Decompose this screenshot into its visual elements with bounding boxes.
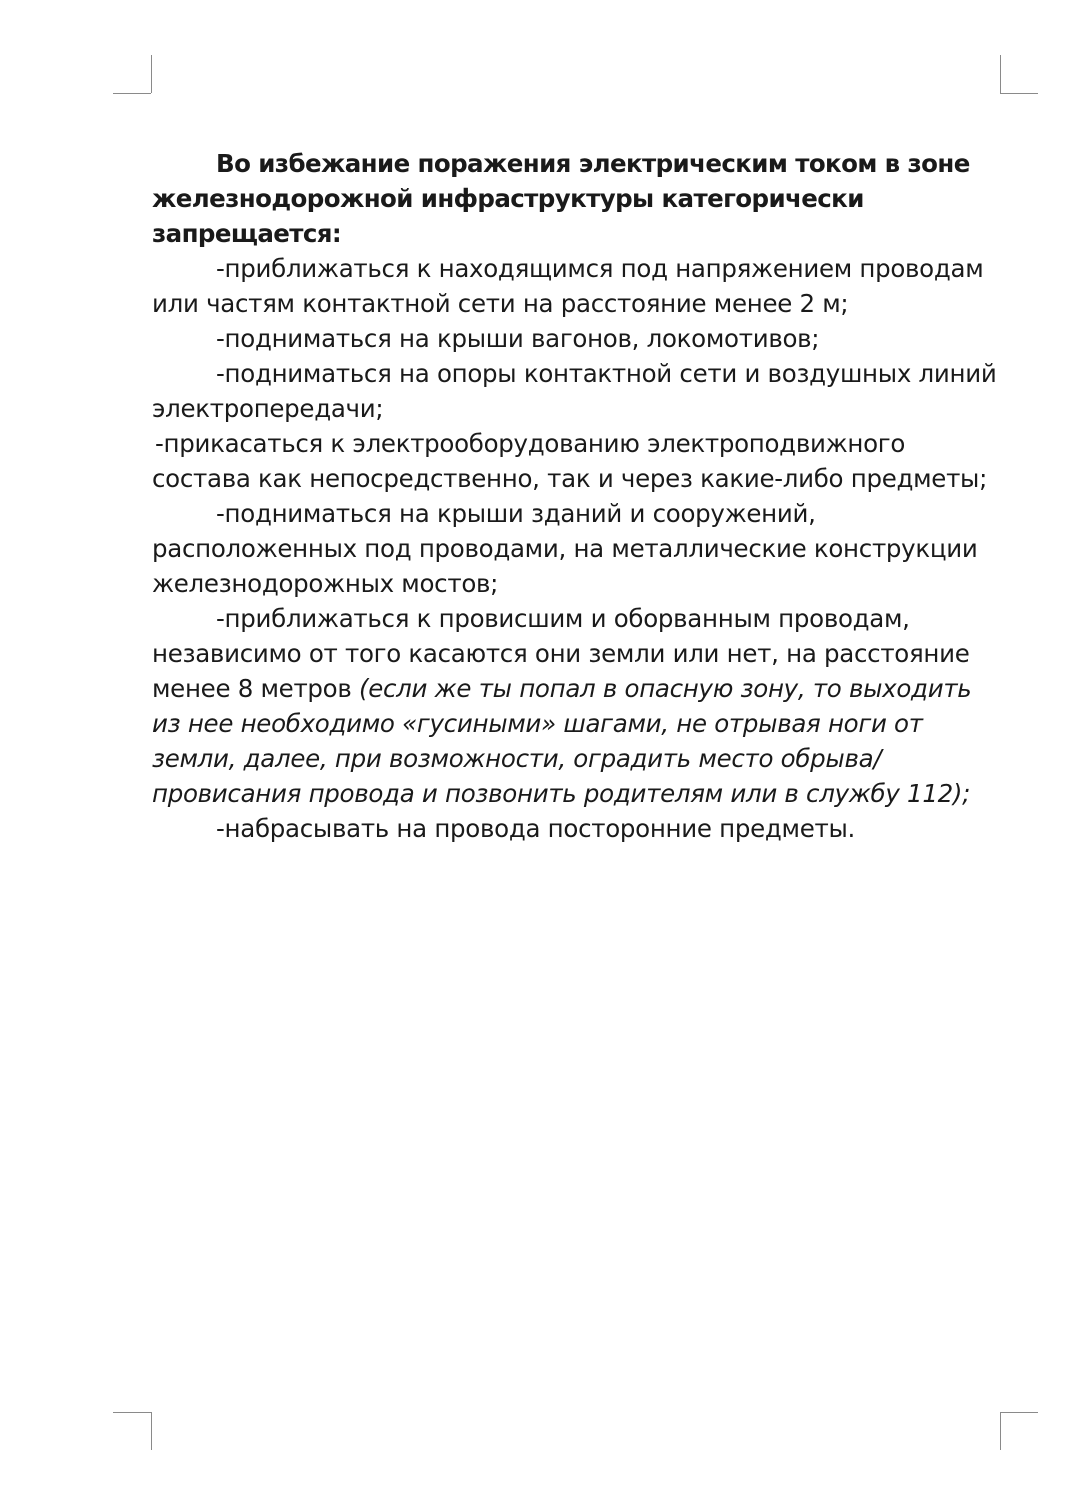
- rule-note: (если же ты попал в опасную зону, то выходить из нее необходимо «гусиными» шагами, не отрывая ноги от земли, далее, при возможности, оградить место обрыва/провисания провода и позвонить родителям или в службу 112);: [152, 674, 972, 808]
- rule-text: -подниматься на опоры контактной сети и воздушных линий электропередачи;: [152, 359, 997, 423]
- rule-item: [152, 321, 1002, 356]
- rule-text: -прикасаться к электрооборудованию электроподвижного состава как непосредственно, так и через какие-либо предметы;: [152, 429, 988, 493]
- document-body: [152, 146, 1002, 846]
- rule-text: -подниматься на крыши зданий и сооружений, расположенных под проводами, на металлические конструкции железнодорожных мостов;: [152, 499, 978, 598]
- rule-item: [152, 251, 1002, 321]
- crop-mark-bottom-right-horizontal: [1000, 1412, 1038, 1413]
- rule-text: -приближаться к находящимся под напряжением проводам или частям контактной сети на расстояние менее 2 м;: [152, 254, 984, 318]
- crop-mark-top-left-horizontal: [113, 93, 151, 94]
- crop-mark-bottom-left-horizontal: [113, 1412, 151, 1413]
- rule-text: -подниматься на крыши вагонов, локомотивов;: [216, 324, 820, 353]
- rule-item: [152, 496, 1002, 601]
- crop-mark-top-right-horizontal: [1000, 93, 1038, 94]
- crop-mark-top-right-vertical: [1000, 55, 1001, 93]
- rule-item: [152, 811, 1002, 846]
- rule-text: -набрасывать на провода посторонние предметы.: [216, 814, 856, 843]
- warning-heading: Во избежание поражения электрическим током в зоне железнодорожной инфраструктуры категорически запрещается:: [152, 149, 970, 248]
- rule-item: [152, 601, 1002, 811]
- crop-mark-bottom-left-vertical: [151, 1412, 152, 1450]
- rule-item: [152, 356, 1002, 426]
- crop-mark-top-left-vertical: [151, 55, 152, 93]
- rule-text: -приближаться к провисшим и оборванным проводам, независимо от того касаются они земли или нет, на расстояние менее 8 метров: [152, 604, 970, 703]
- rule-item: [152, 426, 1002, 496]
- crop-mark-bottom-right-vertical: [1000, 1412, 1001, 1450]
